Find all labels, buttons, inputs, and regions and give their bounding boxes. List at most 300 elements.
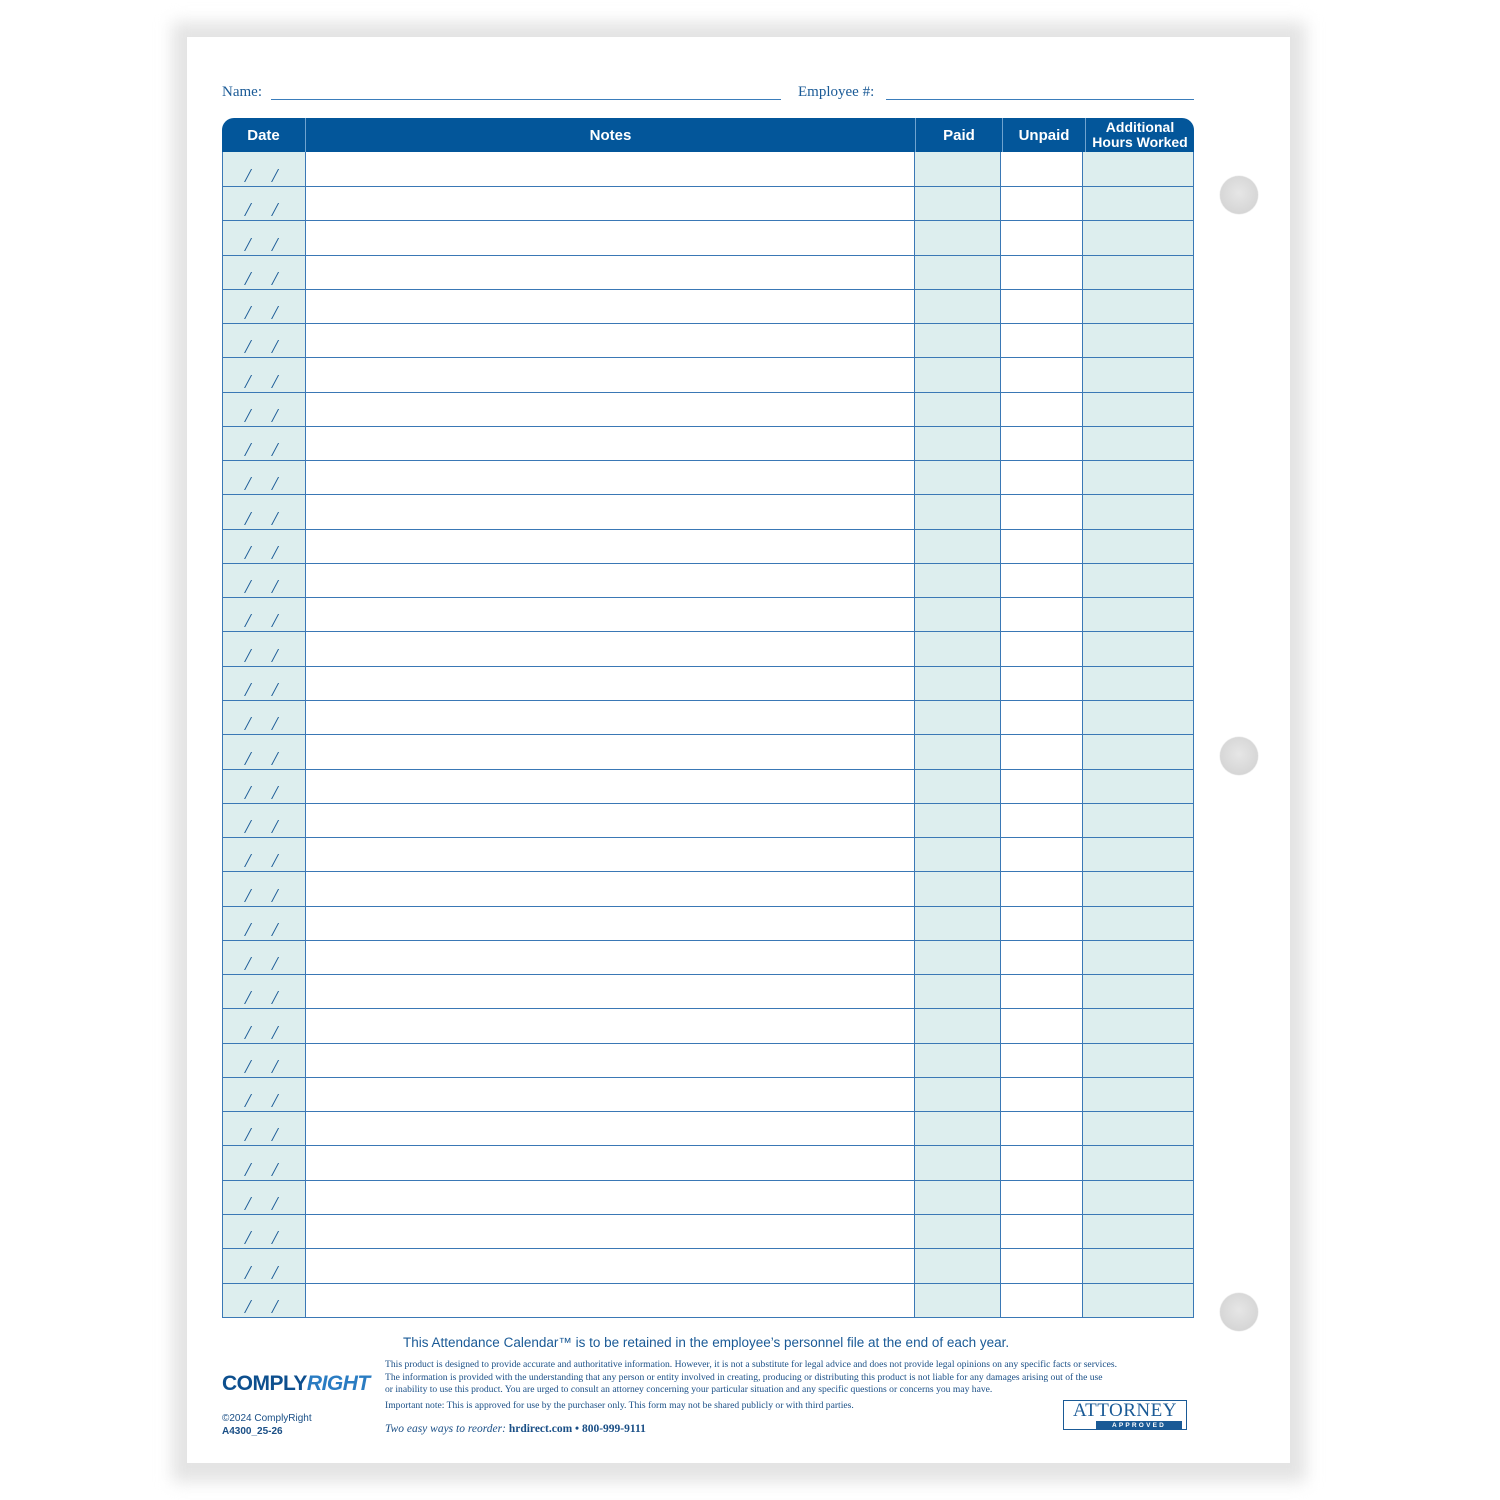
date-slash: / bbox=[245, 1227, 251, 1250]
additional-hours-cell[interactable] bbox=[1083, 1215, 1193, 1248]
date-slash: / bbox=[272, 1192, 278, 1215]
notes-cell[interactable] bbox=[306, 770, 915, 803]
unpaid-cell[interactable] bbox=[1001, 187, 1083, 220]
date-slash: / bbox=[272, 713, 278, 736]
date-cell[interactable] bbox=[223, 427, 306, 460]
date-slash: / bbox=[272, 1295, 278, 1318]
paid-cell[interactable] bbox=[915, 564, 1001, 597]
table-row bbox=[223, 1248, 1193, 1282]
date-slash: / bbox=[245, 165, 251, 187]
badge-main-text: ATTORNEY bbox=[1073, 1400, 1177, 1421]
col-additional-hours: Additional Hours Worked bbox=[1092, 119, 1188, 150]
paid-cell[interactable] bbox=[915, 667, 1001, 700]
notes-cell[interactable] bbox=[306, 1284, 915, 1317]
date-slash: / bbox=[272, 439, 278, 462]
unpaid-cell[interactable] bbox=[1001, 152, 1083, 186]
paid-cell[interactable] bbox=[915, 1284, 1001, 1317]
additional-hours-cell[interactable] bbox=[1083, 324, 1193, 357]
notes-cell[interactable] bbox=[306, 1078, 915, 1111]
table-body bbox=[222, 152, 1194, 1318]
additional-hours-cell[interactable] bbox=[1083, 838, 1193, 871]
date-cell[interactable] bbox=[223, 838, 306, 871]
unpaid-cell[interactable] bbox=[1001, 838, 1083, 871]
unpaid-cell[interactable] bbox=[1001, 804, 1083, 837]
table-row bbox=[223, 289, 1193, 323]
table-row bbox=[223, 1180, 1193, 1214]
unpaid-cell[interactable] bbox=[1001, 872, 1083, 905]
table-row bbox=[223, 529, 1193, 563]
paid-cell[interactable] bbox=[915, 701, 1001, 734]
additional-hours-cell[interactable] bbox=[1083, 256, 1193, 289]
additional-hours-cell[interactable] bbox=[1083, 564, 1193, 597]
unpaid-cell[interactable] bbox=[1001, 564, 1083, 597]
notes-cell[interactable] bbox=[306, 941, 915, 974]
date-slash: / bbox=[245, 199, 251, 222]
date-slash: / bbox=[245, 439, 251, 462]
paid-cell[interactable] bbox=[915, 907, 1001, 940]
additional-hours-cell[interactable] bbox=[1083, 632, 1193, 665]
col-date: Date bbox=[222, 118, 306, 152]
important-note: Important note: This is approved for use by the purchaser only. This form may not be shared publicly or with third parties. bbox=[385, 1399, 854, 1411]
additional-hours-cell[interactable] bbox=[1083, 461, 1193, 494]
date-slash: / bbox=[245, 404, 251, 427]
table-row bbox=[223, 906, 1193, 940]
date-slash: / bbox=[272, 370, 278, 393]
retain-notice: This Attendance Calendar™ is to be retained in the employee’s personnel file at the end of each year. bbox=[403, 1335, 1010, 1350]
unpaid-cell[interactable] bbox=[1001, 907, 1083, 940]
date-slash: / bbox=[245, 644, 251, 667]
table-row bbox=[223, 1077, 1193, 1111]
date-cell[interactable] bbox=[223, 872, 306, 905]
date-cell[interactable] bbox=[223, 770, 306, 803]
table-row bbox=[223, 1111, 1193, 1145]
name-label: Name: bbox=[222, 84, 262, 100]
reorder-info bbox=[385, 1423, 646, 1435]
date-cell[interactable] bbox=[223, 1044, 306, 1077]
additional-hours-cell[interactable] bbox=[1083, 941, 1193, 974]
col-paid: Paid bbox=[916, 118, 1003, 152]
unpaid-cell[interactable] bbox=[1001, 941, 1083, 974]
unpaid-cell[interactable] bbox=[1001, 598, 1083, 631]
date-slash: / bbox=[272, 1124, 278, 1147]
name-field[interactable] bbox=[271, 99, 781, 100]
notes-cell[interactable] bbox=[306, 907, 915, 940]
notes-cell[interactable] bbox=[306, 1215, 915, 1248]
date-slash: / bbox=[272, 233, 278, 256]
unpaid-cell[interactable] bbox=[1001, 324, 1083, 357]
date-slash: / bbox=[245, 850, 251, 873]
notes-cell[interactable] bbox=[306, 290, 915, 323]
date-slash: / bbox=[272, 473, 278, 496]
additional-hours-cell[interactable] bbox=[1083, 358, 1193, 391]
date-slash: / bbox=[272, 850, 278, 873]
additional-hours-cell[interactable] bbox=[1083, 804, 1193, 837]
binder-hole-middle bbox=[1220, 737, 1258, 775]
date-cell[interactable] bbox=[223, 804, 306, 837]
paid-cell[interactable] bbox=[915, 1044, 1001, 1077]
paid-cell[interactable] bbox=[915, 152, 1001, 186]
paid-cell[interactable] bbox=[915, 530, 1001, 563]
notes-cell[interactable] bbox=[306, 735, 915, 768]
date-cell[interactable] bbox=[223, 256, 306, 289]
date-cell[interactable] bbox=[223, 701, 306, 734]
additional-hours-cell[interactable] bbox=[1083, 735, 1193, 768]
date-cell[interactable] bbox=[223, 358, 306, 391]
notes-cell[interactable] bbox=[306, 495, 915, 528]
col-notes: Notes bbox=[306, 118, 916, 152]
legal-line-2: The information is provided with the understanding that any person or entity involved in creating, producing or distributing this product is not liable for any damages arising out of the use bbox=[385, 1371, 1103, 1383]
date-cell[interactable] bbox=[223, 598, 306, 631]
date-cell[interactable] bbox=[223, 1181, 306, 1214]
additional-hours-cell[interactable] bbox=[1083, 770, 1193, 803]
date-slash: / bbox=[272, 267, 278, 290]
paid-cell[interactable] bbox=[915, 632, 1001, 665]
attorney-approved-badge bbox=[1063, 1400, 1187, 1430]
date-slash: / bbox=[272, 987, 278, 1010]
notes-cell[interactable] bbox=[306, 838, 915, 871]
paid-cell[interactable] bbox=[915, 1249, 1001, 1282]
notes-cell[interactable] bbox=[306, 1146, 915, 1179]
date-slash: / bbox=[245, 1124, 251, 1147]
unpaid-cell[interactable] bbox=[1001, 667, 1083, 700]
logo-text-right: RIGHT bbox=[306, 1372, 370, 1395]
paid-cell[interactable] bbox=[915, 770, 1001, 803]
date-slash: / bbox=[272, 165, 278, 187]
notes-cell[interactable] bbox=[306, 1249, 915, 1282]
table-row bbox=[223, 220, 1193, 254]
date-slash: / bbox=[245, 336, 251, 359]
complyright-logo bbox=[222, 1372, 370, 1396]
date-slash: / bbox=[245, 610, 251, 633]
date-cell[interactable] bbox=[223, 564, 306, 597]
date-slash: / bbox=[245, 953, 251, 976]
additional-hours-cell[interactable] bbox=[1083, 667, 1193, 700]
table-row bbox=[223, 803, 1193, 837]
additional-hours-cell[interactable] bbox=[1083, 152, 1193, 186]
date-slash: / bbox=[272, 507, 278, 530]
paid-cell[interactable] bbox=[915, 804, 1001, 837]
paid-cell[interactable] bbox=[915, 324, 1001, 357]
paid-cell[interactable] bbox=[915, 735, 1001, 768]
paid-cell[interactable] bbox=[915, 598, 1001, 631]
table-row bbox=[223, 1145, 1193, 1179]
additional-hours-cell[interactable] bbox=[1083, 1146, 1193, 1179]
col-unpaid: Unpaid bbox=[1003, 118, 1086, 152]
table-row bbox=[223, 460, 1193, 494]
date-cell[interactable] bbox=[223, 1146, 306, 1179]
date-slash: / bbox=[272, 1021, 278, 1044]
paid-cell[interactable] bbox=[915, 838, 1001, 871]
paid-cell[interactable] bbox=[915, 290, 1001, 323]
date-cell[interactable] bbox=[223, 735, 306, 768]
date-slash: / bbox=[272, 953, 278, 976]
additional-hours-cell[interactable] bbox=[1083, 530, 1193, 563]
additional-hours-cell[interactable] bbox=[1083, 1078, 1193, 1111]
additional-hours-cell[interactable] bbox=[1083, 1112, 1193, 1145]
employee-number-field[interactable] bbox=[886, 99, 1194, 100]
notes-cell[interactable] bbox=[306, 632, 915, 665]
additional-hours-cell[interactable] bbox=[1083, 187, 1193, 220]
legal-line-1: This product is designed to provide accurate and authoritative information. However, it is not a substitute for legal advice and does not provide legal opinions on any specific facts or services. bbox=[385, 1359, 1117, 1370]
unpaid-cell[interactable] bbox=[1001, 1181, 1083, 1214]
date-cell[interactable] bbox=[223, 1249, 306, 1282]
notes-cell[interactable] bbox=[306, 1112, 915, 1145]
paid-cell[interactable] bbox=[915, 221, 1001, 254]
date-slash: / bbox=[245, 233, 251, 256]
paid-cell[interactable] bbox=[915, 461, 1001, 494]
date-slash: / bbox=[272, 918, 278, 941]
additional-hours-cell[interactable] bbox=[1083, 221, 1193, 254]
unpaid-cell[interactable] bbox=[1001, 290, 1083, 323]
unpaid-cell[interactable] bbox=[1001, 1044, 1083, 1077]
binder-hole-bottom bbox=[1220, 1293, 1258, 1331]
unpaid-cell[interactable] bbox=[1001, 256, 1083, 289]
unpaid-cell[interactable] bbox=[1001, 1146, 1083, 1179]
date-cell[interactable] bbox=[223, 1215, 306, 1248]
date-slash: / bbox=[245, 713, 251, 736]
additional-hours-cell[interactable] bbox=[1083, 598, 1193, 631]
additional-hours-cell[interactable] bbox=[1083, 393, 1193, 426]
table-row bbox=[223, 837, 1193, 871]
copyright-block bbox=[222, 1412, 312, 1438]
notes-cell[interactable] bbox=[306, 221, 915, 254]
date-slash: / bbox=[272, 781, 278, 804]
paid-cell[interactable] bbox=[915, 1112, 1001, 1145]
unpaid-cell[interactable] bbox=[1001, 1215, 1083, 1248]
paid-cell[interactable] bbox=[915, 1181, 1001, 1214]
notes-cell[interactable] bbox=[306, 667, 915, 700]
table-row bbox=[223, 323, 1193, 357]
notes-cell[interactable] bbox=[306, 701, 915, 734]
date-cell[interactable] bbox=[223, 152, 306, 186]
date-slash: / bbox=[272, 816, 278, 839]
table-row bbox=[223, 563, 1193, 597]
notes-cell[interactable] bbox=[306, 1009, 915, 1042]
date-cell[interactable] bbox=[223, 1112, 306, 1145]
table-row bbox=[223, 494, 1193, 528]
notes-cell[interactable] bbox=[306, 872, 915, 905]
additional-hours-cell[interactable] bbox=[1083, 495, 1193, 528]
date-slash: / bbox=[272, 747, 278, 770]
notes-cell[interactable] bbox=[306, 1044, 915, 1077]
notes-cell[interactable] bbox=[306, 256, 915, 289]
unpaid-cell[interactable] bbox=[1001, 1009, 1083, 1042]
date-slash: / bbox=[245, 1055, 251, 1078]
date-cell[interactable] bbox=[223, 324, 306, 357]
additional-hours-cell[interactable] bbox=[1083, 290, 1193, 323]
table-row bbox=[223, 392, 1193, 426]
table-row bbox=[223, 666, 1193, 700]
additional-hours-cell[interactable] bbox=[1083, 872, 1193, 905]
unpaid-cell[interactable] bbox=[1001, 1078, 1083, 1111]
date-slash: / bbox=[272, 541, 278, 564]
date-slash: / bbox=[245, 678, 251, 701]
paid-cell[interactable] bbox=[915, 1146, 1001, 1179]
table-row bbox=[223, 734, 1193, 768]
paid-cell[interactable] bbox=[915, 1078, 1001, 1111]
additional-hours-cell[interactable] bbox=[1083, 1284, 1193, 1317]
table-row bbox=[223, 1043, 1193, 1077]
paid-cell[interactable] bbox=[915, 256, 1001, 289]
logo-text-comply: COMPLY bbox=[222, 1372, 307, 1395]
date-slash: / bbox=[245, 1021, 251, 1044]
unpaid-cell[interactable] bbox=[1001, 393, 1083, 426]
date-slash: / bbox=[245, 747, 251, 770]
table-row bbox=[223, 769, 1193, 803]
paid-cell[interactable] bbox=[915, 358, 1001, 391]
table-row bbox=[223, 1214, 1193, 1248]
binder-hole-top bbox=[1220, 176, 1258, 214]
notes-cell[interactable] bbox=[306, 393, 915, 426]
notes-cell[interactable] bbox=[306, 187, 915, 220]
date-cell[interactable] bbox=[223, 221, 306, 254]
table-row bbox=[223, 597, 1193, 631]
paid-cell[interactable] bbox=[915, 941, 1001, 974]
date-slash: / bbox=[245, 781, 251, 804]
date-slash: / bbox=[245, 884, 251, 907]
notes-cell[interactable] bbox=[306, 564, 915, 597]
date-cell[interactable] bbox=[223, 530, 306, 563]
date-cell[interactable] bbox=[223, 1078, 306, 1111]
unpaid-cell[interactable] bbox=[1001, 1112, 1083, 1145]
date-slash: / bbox=[272, 1090, 278, 1113]
date-cell[interactable] bbox=[223, 975, 306, 1008]
table-row bbox=[223, 255, 1193, 289]
date-slash: / bbox=[245, 1261, 251, 1284]
additional-hours-cell[interactable] bbox=[1083, 427, 1193, 460]
date-slash: / bbox=[245, 918, 251, 941]
employee-number-label: Employee #: bbox=[798, 84, 875, 100]
date-slash: / bbox=[272, 884, 278, 907]
date-slash: / bbox=[245, 473, 251, 496]
notes-cell[interactable] bbox=[306, 1181, 915, 1214]
notes-cell[interactable] bbox=[306, 152, 915, 186]
table-row bbox=[223, 357, 1193, 391]
table-header bbox=[222, 118, 1194, 152]
date-slash: / bbox=[272, 678, 278, 701]
table-row bbox=[223, 700, 1193, 734]
unpaid-cell[interactable] bbox=[1001, 1284, 1083, 1317]
date-slash: / bbox=[245, 1192, 251, 1215]
date-slash: / bbox=[245, 1090, 251, 1113]
paid-cell[interactable] bbox=[915, 427, 1001, 460]
table-row bbox=[223, 871, 1193, 905]
date-slash: / bbox=[272, 1227, 278, 1250]
date-cell[interactable] bbox=[223, 495, 306, 528]
unpaid-cell[interactable] bbox=[1001, 427, 1083, 460]
unpaid-cell[interactable] bbox=[1001, 975, 1083, 1008]
notes-cell[interactable] bbox=[306, 975, 915, 1008]
date-slash: / bbox=[272, 336, 278, 359]
date-slash: / bbox=[245, 987, 251, 1010]
form-code: A4300_25-26 bbox=[222, 1426, 283, 1437]
date-cell[interactable] bbox=[223, 1009, 306, 1042]
paid-cell[interactable] bbox=[915, 187, 1001, 220]
notes-cell[interactable] bbox=[306, 598, 915, 631]
date-slash: / bbox=[272, 1055, 278, 1078]
date-slash: / bbox=[245, 1158, 251, 1181]
date-slash: / bbox=[245, 507, 251, 530]
date-cell[interactable] bbox=[223, 393, 306, 426]
unpaid-cell[interactable] bbox=[1001, 735, 1083, 768]
paid-cell[interactable] bbox=[915, 495, 1001, 528]
table-row bbox=[223, 1008, 1193, 1042]
table-row bbox=[223, 152, 1193, 186]
additional-hours-cell[interactable] bbox=[1083, 907, 1193, 940]
unpaid-cell[interactable] bbox=[1001, 358, 1083, 391]
paid-cell[interactable] bbox=[915, 1009, 1001, 1042]
date-slash: / bbox=[272, 610, 278, 633]
date-slash: / bbox=[245, 541, 251, 564]
table-row bbox=[223, 186, 1193, 220]
reorder-website[interactable]: hrdirect.com bbox=[508, 1423, 573, 1435]
date-slash: / bbox=[272, 404, 278, 427]
unpaid-cell[interactable] bbox=[1001, 530, 1083, 563]
notes-cell[interactable] bbox=[306, 804, 915, 837]
notes-cell[interactable] bbox=[306, 324, 915, 357]
attendance-table bbox=[222, 118, 1194, 1318]
date-cell[interactable] bbox=[223, 941, 306, 974]
date-slash: / bbox=[272, 644, 278, 667]
reorder-label: Two easy ways to reorder: bbox=[385, 1423, 506, 1435]
unpaid-cell[interactable] bbox=[1001, 1249, 1083, 1282]
additional-hours-cell[interactable] bbox=[1083, 701, 1193, 734]
date-slash: / bbox=[245, 267, 251, 290]
notes-cell[interactable] bbox=[306, 461, 915, 494]
additional-hours-cell[interactable] bbox=[1083, 1249, 1193, 1282]
date-cell[interactable] bbox=[223, 907, 306, 940]
date-slash: / bbox=[245, 576, 251, 599]
notes-cell[interactable] bbox=[306, 530, 915, 563]
copyright: ©2024 ComplyRight bbox=[222, 1413, 312, 1424]
table-row bbox=[223, 1283, 1193, 1317]
unpaid-cell[interactable] bbox=[1001, 495, 1083, 528]
paid-cell[interactable] bbox=[915, 393, 1001, 426]
unpaid-cell[interactable] bbox=[1001, 461, 1083, 494]
table-row bbox=[223, 426, 1193, 460]
additional-hours-cell[interactable] bbox=[1083, 975, 1193, 1008]
date-slash: / bbox=[272, 199, 278, 222]
table-row bbox=[223, 631, 1193, 665]
unpaid-cell[interactable] bbox=[1001, 221, 1083, 254]
date-slash: / bbox=[245, 302, 251, 325]
date-cell[interactable] bbox=[223, 290, 306, 323]
table-row bbox=[223, 940, 1193, 974]
paid-cell[interactable] bbox=[915, 872, 1001, 905]
unpaid-cell[interactable] bbox=[1001, 632, 1083, 665]
date-cell[interactable] bbox=[223, 667, 306, 700]
additional-hours-cell[interactable] bbox=[1083, 1009, 1193, 1042]
unpaid-cell[interactable] bbox=[1001, 701, 1083, 734]
paid-cell[interactable] bbox=[915, 1215, 1001, 1248]
date-slash: / bbox=[245, 816, 251, 839]
date-cell[interactable] bbox=[223, 632, 306, 665]
date-cell[interactable] bbox=[223, 1284, 306, 1317]
table-row bbox=[223, 974, 1193, 1008]
date-cell[interactable] bbox=[223, 461, 306, 494]
date-slash: / bbox=[272, 1158, 278, 1181]
notes-cell[interactable] bbox=[306, 358, 915, 391]
additional-hours-cell[interactable] bbox=[1083, 1181, 1193, 1214]
unpaid-cell[interactable] bbox=[1001, 770, 1083, 803]
additional-hours-cell[interactable] bbox=[1083, 1044, 1193, 1077]
date-cell[interactable] bbox=[223, 187, 306, 220]
date-slash: / bbox=[272, 302, 278, 325]
date-slash: / bbox=[245, 1295, 251, 1318]
paid-cell[interactable] bbox=[915, 975, 1001, 1008]
notes-cell[interactable] bbox=[306, 427, 915, 460]
date-slash: / bbox=[245, 370, 251, 393]
